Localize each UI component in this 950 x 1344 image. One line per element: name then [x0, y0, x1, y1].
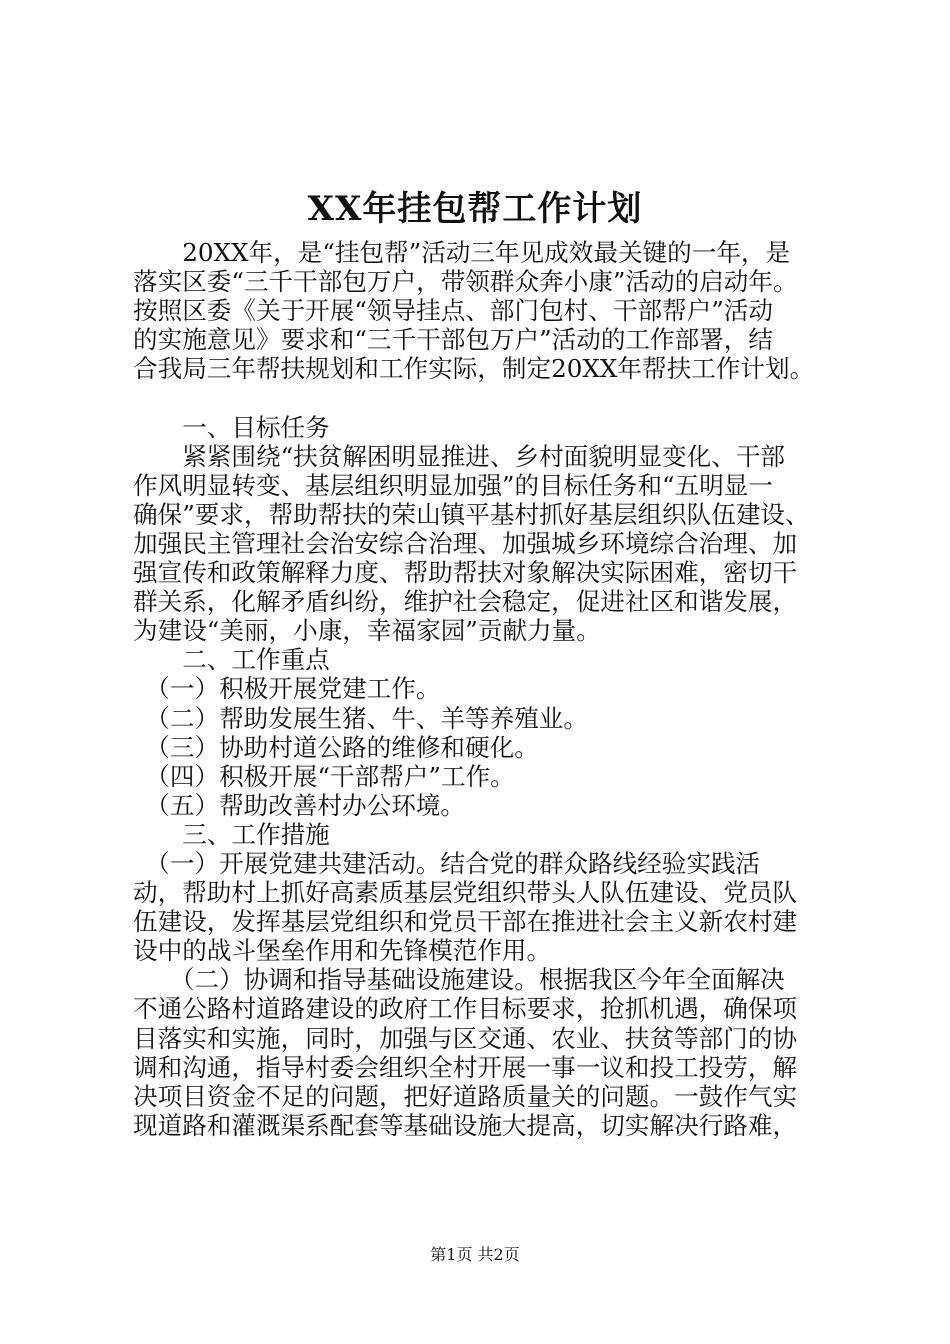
- list-item: （一）积极开展党建工作。: [133, 674, 441, 704]
- section-heading: 二、工作重点: [133, 645, 330, 675]
- body-line: 决项目资金不足的问题，把好道路质量关的问题。一鼓作气实: [133, 1081, 798, 1111]
- document-body: [133, 238, 853, 1140]
- section-heading: 三、工作措施: [133, 819, 330, 849]
- body-line: 不通公路村道路建设的政府工作目标要求，抢抓机遇，确保项: [133, 994, 798, 1024]
- section-heading: 一、目标任务: [133, 412, 330, 442]
- body-line: 确保”要求，帮助帮扶的荣山镇平基村抓好基层组织队伍建设、: [133, 499, 810, 529]
- body-line: 紧紧围绕“扶贫解困明显推进、乡村面貌明显变化、干部: [133, 441, 786, 471]
- body-line: 目落实和实施，同时，加强与区交通、农业、扶贫等部门的协: [133, 1023, 798, 1053]
- body-line: 作风明显转变、基层组织明显加强”的目标任务和“五明显一: [133, 470, 773, 500]
- body-line: 为建设“美丽，小康，幸福家园”贡献力量。: [133, 616, 601, 646]
- body-line: 调和沟通，指导村委会组织全村开展一事一议和投工投劳，解: [133, 1052, 798, 1082]
- body-line: 的实施意见》要求和“三千干部包万户”活动的工作部署，结: [133, 325, 773, 355]
- list-item: （三）协助村道公路的维修和硬化。: [133, 732, 539, 762]
- paragraph-gap: [133, 383, 853, 412]
- body-line: （二）协调和指导基础设施建设。根据我区今年全面解决: [133, 965, 785, 995]
- body-line: 按照区委《关于开展“领导挂点、部门包村、干部帮户”活动: [133, 296, 773, 326]
- body-line: （一）开展党建共建活动。结合党的群众路线经验实践活: [133, 848, 761, 878]
- body-line: 动，帮助村上抓好高素质基层党组织带头人队伍建设、党员队: [133, 878, 798, 908]
- list-item: （二）帮助发展生猪、牛、羊等养殖业。: [133, 703, 588, 733]
- list-item: （四）积极开展“干部帮户”工作。: [133, 761, 515, 791]
- body-line: 落实区委“三千干部包万户，带领群众奔小康”活动的启动年。: [133, 267, 798, 297]
- body-line: 伍建设，发挥基层党组织和党员干部在推进社会主义新农村建: [133, 907, 798, 937]
- body-line: 群关系，化解矛盾纠纷，维护社会稳定，促进社区和谐发展，: [133, 587, 798, 617]
- body-line: 设中的战斗堡垒作用和先锋模范作用。: [133, 936, 552, 966]
- body-line: 合我局三年帮扶规划和工作实际，制定20XX年帮扶工作计划。: [133, 354, 815, 384]
- body-line: 加强民主管理社会治安综合治理、加强城乡环境综合治理、加: [133, 528, 798, 558]
- list-item: （五）帮助改善村办公环境。: [133, 790, 466, 820]
- body-line: 强宣传和政策解释力度、帮助帮扶对象解决实际困难，密切干: [133, 558, 798, 588]
- page-footer: 第1页 共2页: [430, 1245, 520, 1264]
- document-title: XX年挂包帮工作计划: [307, 189, 643, 229]
- body-line: 现道路和灌溉渠系配套等基础设施大提高，切实解决行路难，: [133, 1110, 798, 1140]
- body-line: 20XX年，是“挂包帮”活动三年见成效最关键的一年，是: [133, 238, 791, 267]
